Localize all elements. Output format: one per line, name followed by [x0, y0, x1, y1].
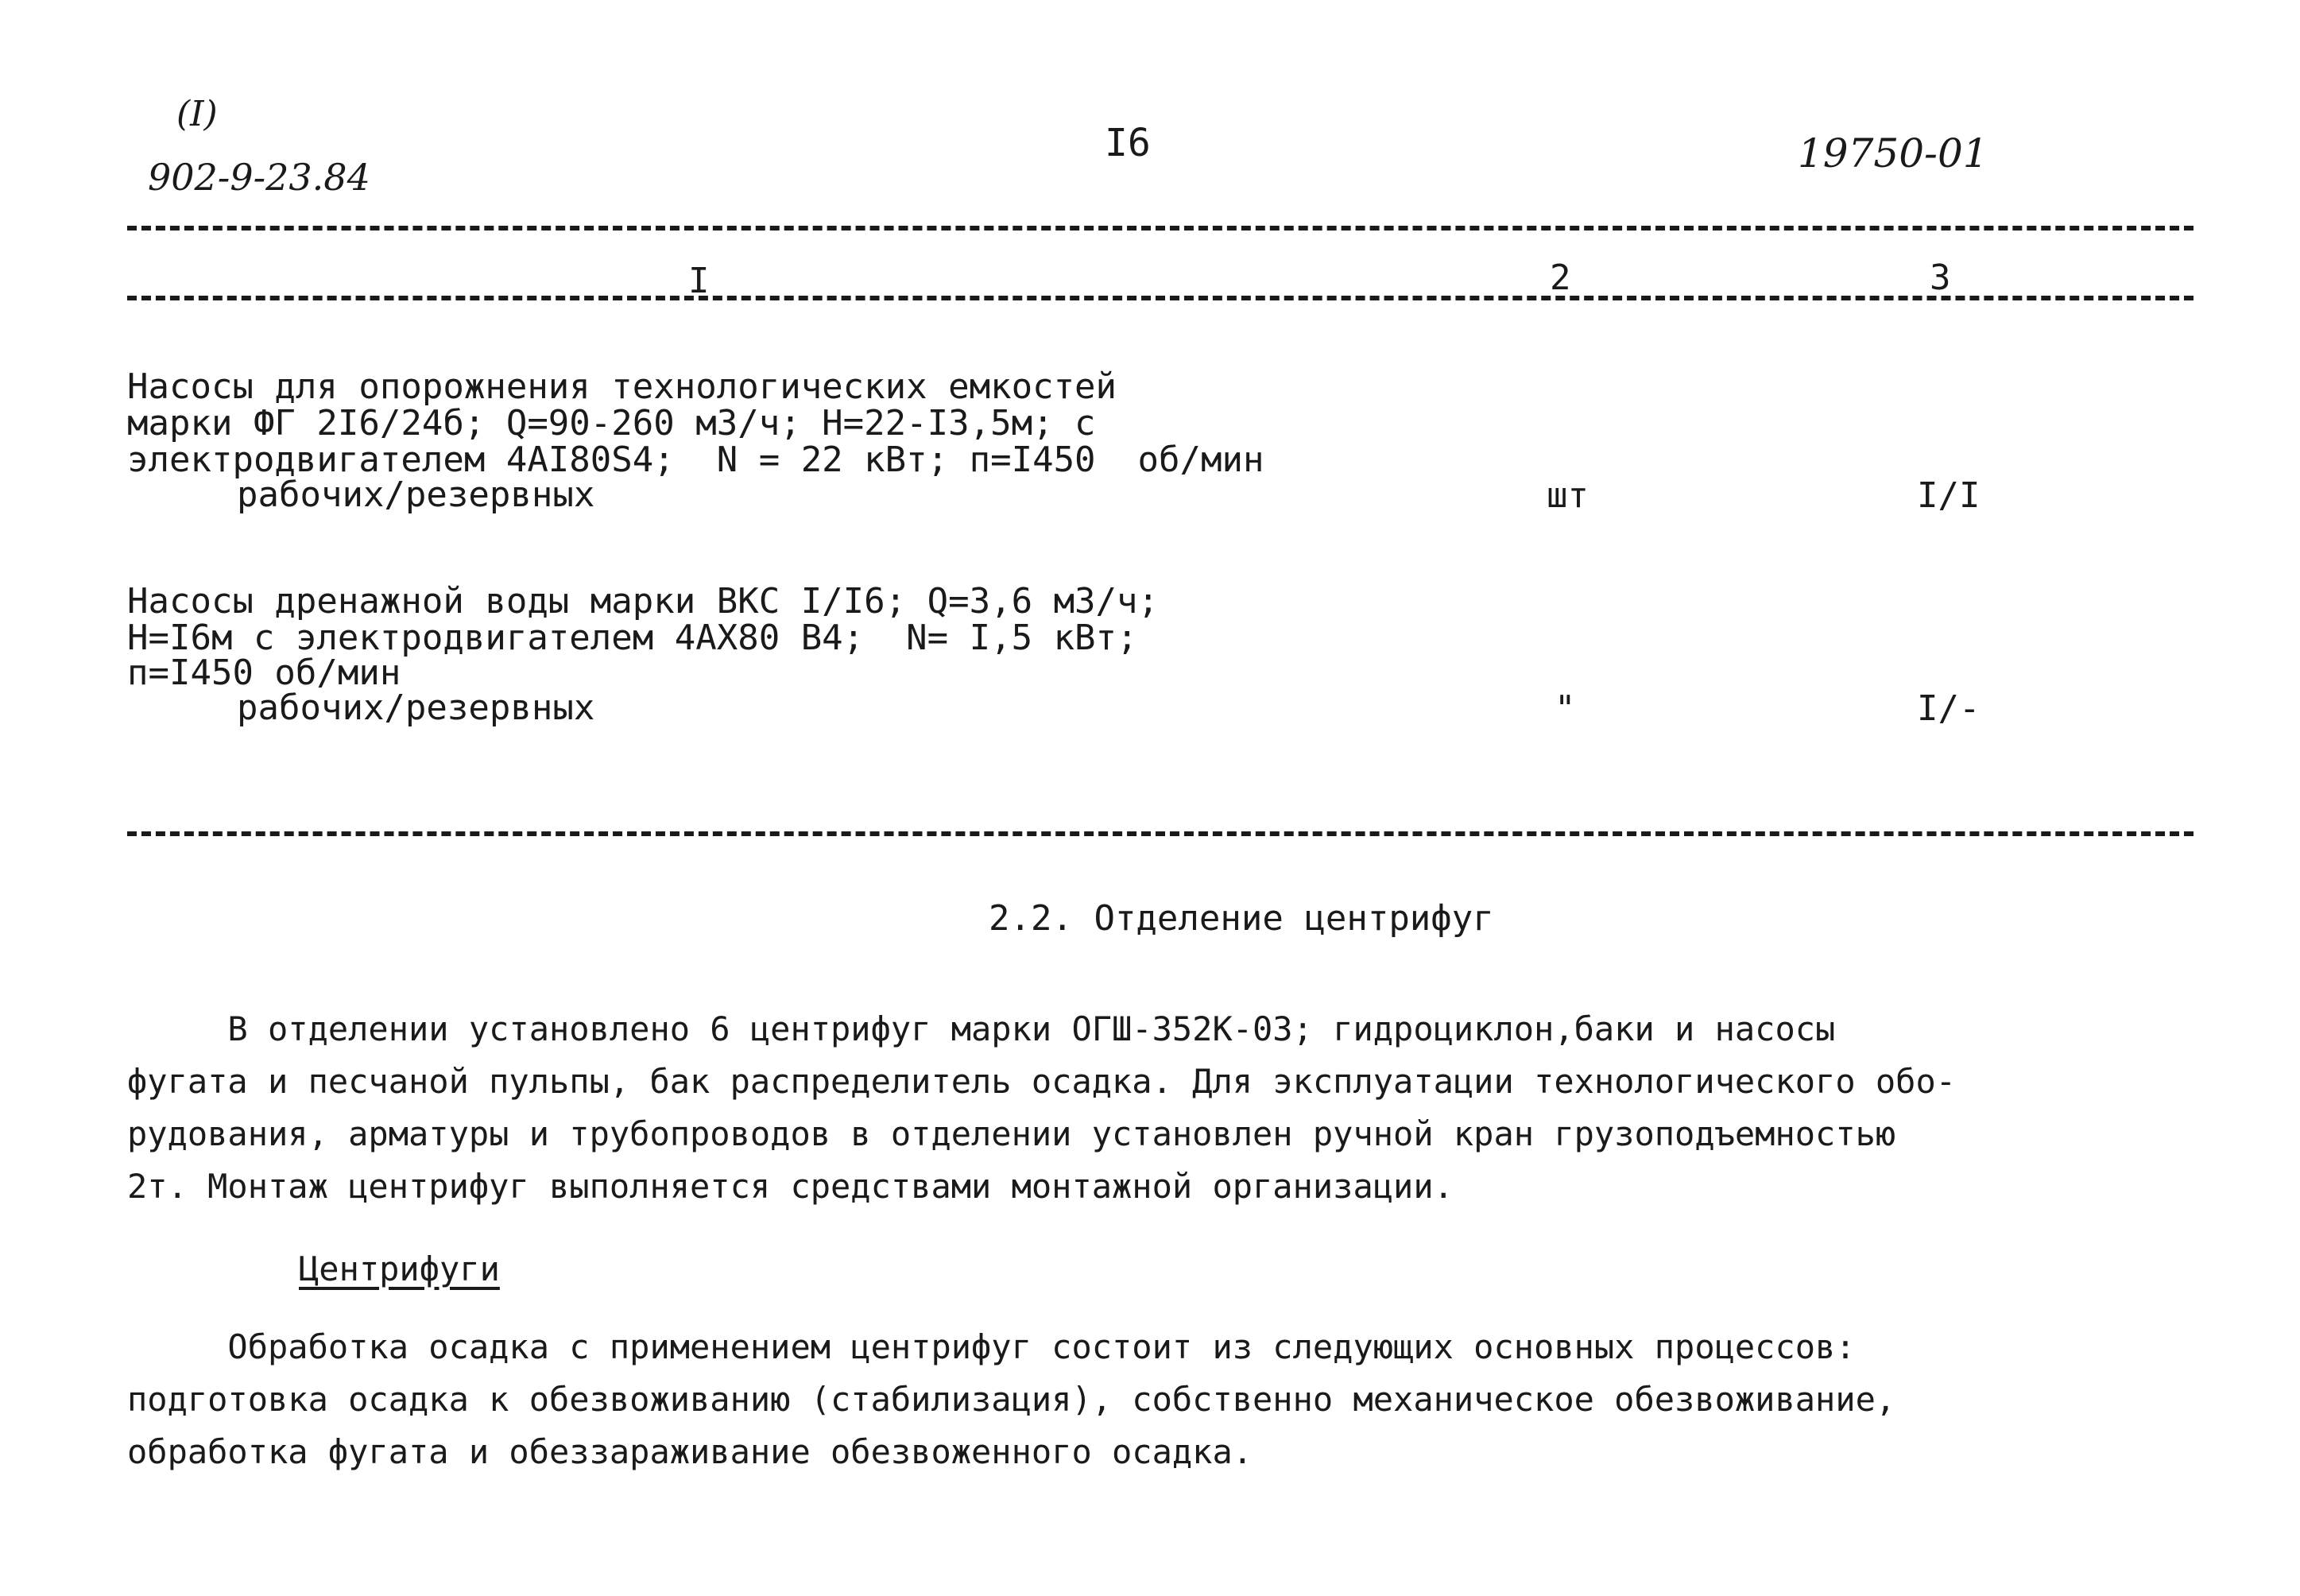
doc-code-right: 19750-01 — [1798, 130, 1988, 176]
row2-unit: " — [1555, 688, 1576, 729]
table-header-rule — [127, 296, 2194, 300]
row1-sub: рабочих/резервных — [237, 475, 595, 515]
section-title: 2.2. Отделение центрифуг — [989, 898, 1494, 939]
table-top-rule — [127, 226, 2194, 230]
paragraph-1-line-4: 2т. Монтаж центрифуг выполняется средствами монтажной организации. — [127, 1167, 1454, 1206]
paragraph-2-line-1: Обработка осадка с применением центрифуг состоит из следующих основных процессов: — [127, 1327, 1856, 1366]
paragraph-1-line-1: В отделении установлено 6 центрифуг марки ОГШ-352К-03; гидроциклон,баки и насосы — [127, 1009, 1836, 1048]
table-bottom-rule — [127, 831, 2194, 836]
row2-sub: рабочих/резервных — [237, 688, 595, 728]
row2-line2: Н=I6м с электродвигателем 4АХ80 В4; N= I,5 кВт; — [127, 618, 1138, 658]
paragraph-2-line-2: подготовка осадка к обезвоживанию (стабилизация), собственно механическое обезвоживание, — [127, 1380, 1896, 1419]
row1-line3: электродвигателем 4АI80S4; N = 22 кВт; п=I450 об/мин — [127, 440, 1264, 480]
column-header-1: I — [688, 261, 710, 301]
row1-line2: марки ФГ 2I6/24б; Q=90-260 м3/ч; Н=22-I3,5м; с — [127, 403, 1096, 444]
paragraph-1-line-2: фугата и песчаной пульпы, бак распределитель осадка. Для эксплуатации технологического обо- — [127, 1062, 1957, 1101]
row1-line1: Насосы для опорожнения технологических емкостей — [127, 366, 1117, 407]
row2-qty: I/- — [1917, 688, 1981, 729]
page-number: I6 — [1105, 121, 1151, 165]
row2-line1: Насосы дренажной воды марки ВКС I/I6; Q=3,6 м3/ч; — [127, 581, 1160, 622]
row1-unit: шт — [1547, 475, 1589, 516]
column-header-2: 2 — [1550, 258, 1571, 298]
row2-line3: п=I450 об/мин — [127, 653, 401, 693]
paragraph-2-line-3: обработка фугата и обеззараживание обезвоженного осадка. — [127, 1432, 1253, 1471]
roman-mark: (I) — [176, 94, 218, 134]
subheading: Центрифуги — [299, 1249, 500, 1288]
paragraph-1-line-3: рудования, арматуры и трубопроводов в отделении установлен ручной кран грузоподъемностью — [127, 1114, 1896, 1153]
doc-code-left: 902-9-23.84 — [148, 156, 370, 199]
row1-qty: I/I — [1917, 475, 1981, 516]
column-header-3: 3 — [1930, 258, 1951, 298]
